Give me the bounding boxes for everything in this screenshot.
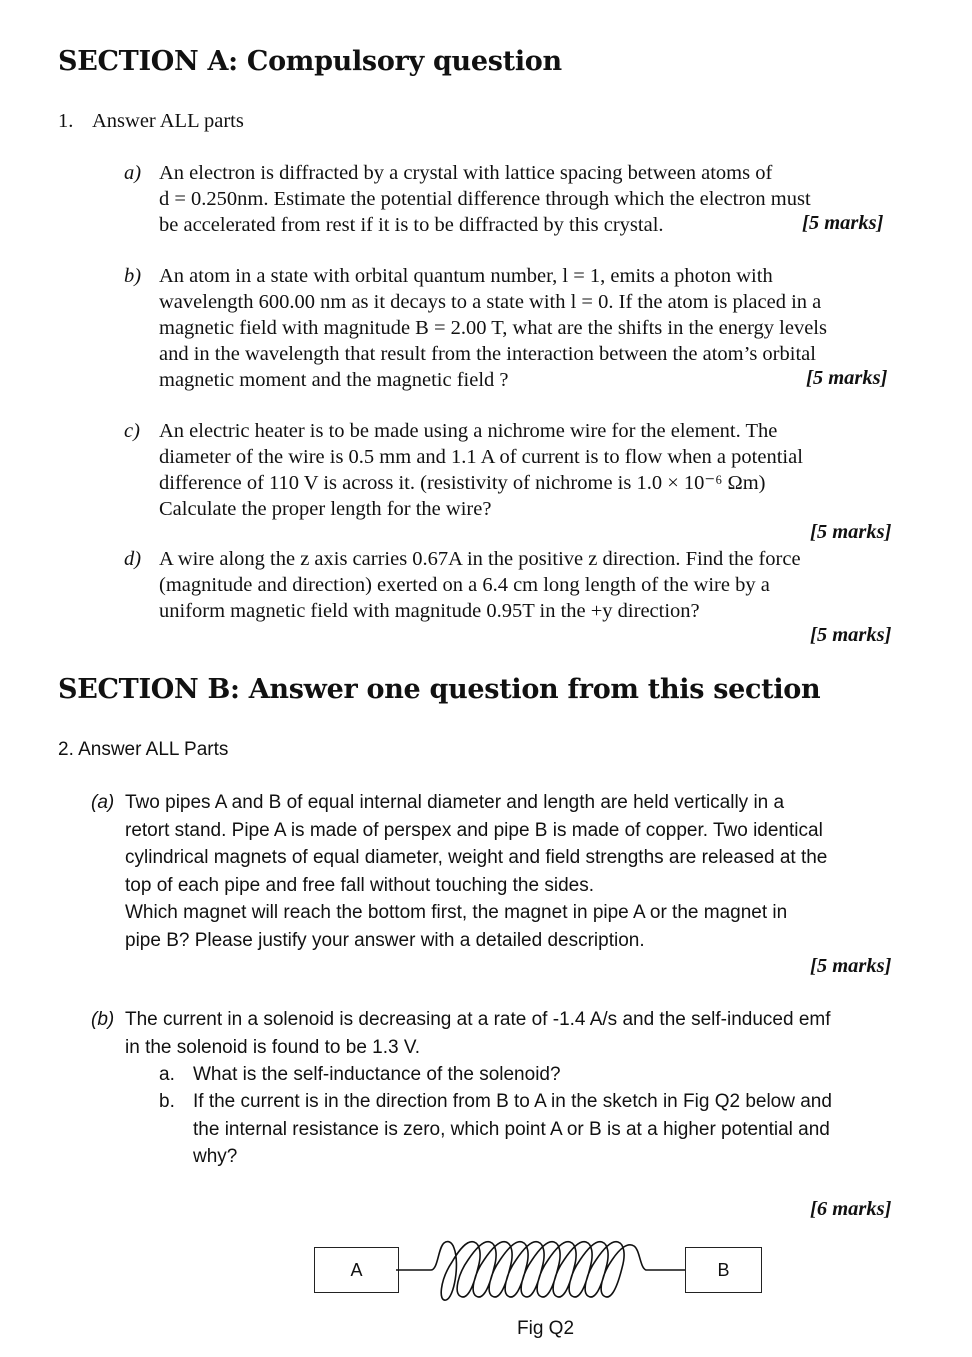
text-line: Calculate the proper length for the wire? bbox=[159, 498, 492, 520]
text-line: and in the wavelength that result from the interaction between the atom’s orbital bbox=[159, 343, 816, 365]
text-line: why? bbox=[193, 1146, 238, 1167]
q2-part-b-marks: [6 marks] bbox=[810, 1198, 892, 1220]
text-line: pipe B? Please justify your answer with a detailed description. bbox=[125, 929, 645, 951]
question-1-number: 1. bbox=[58, 110, 74, 132]
subitem-b-text bbox=[193, 1088, 832, 1171]
figure-box-b: B bbox=[685, 1247, 762, 1293]
text-line: retort stand. Pipe A is made of perspex and pipe B is made of copper. Two identical bbox=[125, 819, 823, 841]
q2-part-a-marks: [5 marks] bbox=[810, 955, 892, 977]
q2-part-b-label: (b) bbox=[91, 1009, 115, 1030]
text-line: (magnitude and direction) exerted on a 6.4 cm long length of the wire by a bbox=[159, 574, 770, 596]
part-a-text bbox=[159, 160, 811, 238]
part-b-marks: [5 marks] bbox=[806, 367, 888, 389]
part-a-marks: [5 marks] bbox=[802, 212, 884, 234]
solenoid-coil-icon bbox=[396, 1234, 686, 1304]
question-2-title: 2. Answer ALL Parts bbox=[58, 739, 229, 760]
q2-part-a-text bbox=[125, 789, 827, 954]
question-1-title: Answer ALL parts bbox=[92, 110, 244, 132]
part-b-text bbox=[159, 263, 827, 393]
text-line: An atom in a state with orbital quantum number, l = 1, emits a photon with bbox=[159, 265, 773, 287]
part-d-label: d) bbox=[124, 548, 142, 570]
text-line: top of each pipe and free fall without touching the sides. bbox=[125, 874, 594, 896]
text-line: diameter of the wire is 0.5 mm and 1.1 A of current is to flow when a potential bbox=[159, 446, 803, 468]
part-d-text bbox=[159, 546, 801, 624]
figure-box-a: A bbox=[314, 1247, 399, 1293]
text-line: the internal resistance is zero, which point A or B is at a higher potential and bbox=[193, 1118, 830, 1140]
text-line: An electron is diffracted by a crystal with lattice spacing between atoms of bbox=[159, 162, 773, 184]
section-a-heading: SECTION A: Compulsory question bbox=[58, 46, 562, 77]
q2-part-a-label: (a) bbox=[91, 792, 115, 813]
text-line: magnetic field with magnitude B = 2.00 T, what are the shifts in the energy levels bbox=[159, 317, 827, 339]
part-a-label: a) bbox=[124, 162, 142, 184]
section-b-heading: SECTION B: Answer one question from this section bbox=[58, 674, 821, 705]
text-line: in the solenoid is found to be 1.3 V. bbox=[125, 1036, 421, 1058]
part-c-label: c) bbox=[124, 420, 140, 442]
text-line: What is the self-inductance of the solenoid? bbox=[193, 1064, 561, 1085]
subitem-a-label: a. bbox=[159, 1064, 175, 1085]
text-line: d = 0.250nm. Estimate the potential difference through which the electron must bbox=[159, 188, 811, 210]
text-line: uniform magnetic field with magnitude 0.95T in the +y direction? bbox=[159, 600, 700, 622]
part-c-text bbox=[159, 418, 803, 522]
text-line: cylindrical magnets of equal diameter, weight and field strengths are released at the bbox=[125, 847, 828, 868]
figure-caption: Fig Q2 bbox=[517, 1318, 575, 1339]
text-line: The current in a solenoid is decreasing at a rate of -1.4 A/s and the self-induced emf bbox=[125, 1009, 831, 1030]
part-c-marks: [5 marks] bbox=[810, 521, 892, 543]
text-line: If the current is in the direction from B to A in the sketch in Fig Q2 below and bbox=[193, 1091, 832, 1112]
text-line: Two pipes A and B of equal internal diameter and length are held vertically in a bbox=[125, 792, 785, 813]
subitem-b-label: b. bbox=[159, 1091, 175, 1112]
text-line: A wire along the z axis carries 0.67A in the positive z direction. Find the force bbox=[159, 548, 801, 570]
text-line: magnetic moment and the magnetic field ? bbox=[159, 369, 509, 391]
text-line: Which magnet will reach the bottom first, the magnet in pipe A or the magnet in bbox=[125, 902, 788, 923]
text-line: difference of 110 V is across it. (resistivity of nichrome is 1.0 × 10⁻⁶ Ωm) bbox=[159, 472, 766, 494]
text-line: An electric heater is to be made using a nichrome wire for the element. The bbox=[159, 420, 778, 442]
subitem-a-text bbox=[193, 1061, 561, 1089]
q2-part-b-text bbox=[125, 1006, 831, 1061]
part-d-marks: [5 marks] bbox=[810, 624, 892, 646]
text-line: be accelerated from rest if it is to be diffracted by this crystal. bbox=[159, 214, 664, 236]
part-b-label: b) bbox=[124, 265, 142, 287]
text-line: wavelength 600.00 nm as it decays to a state with l = 0. If the atom is placed in a bbox=[159, 291, 822, 313]
